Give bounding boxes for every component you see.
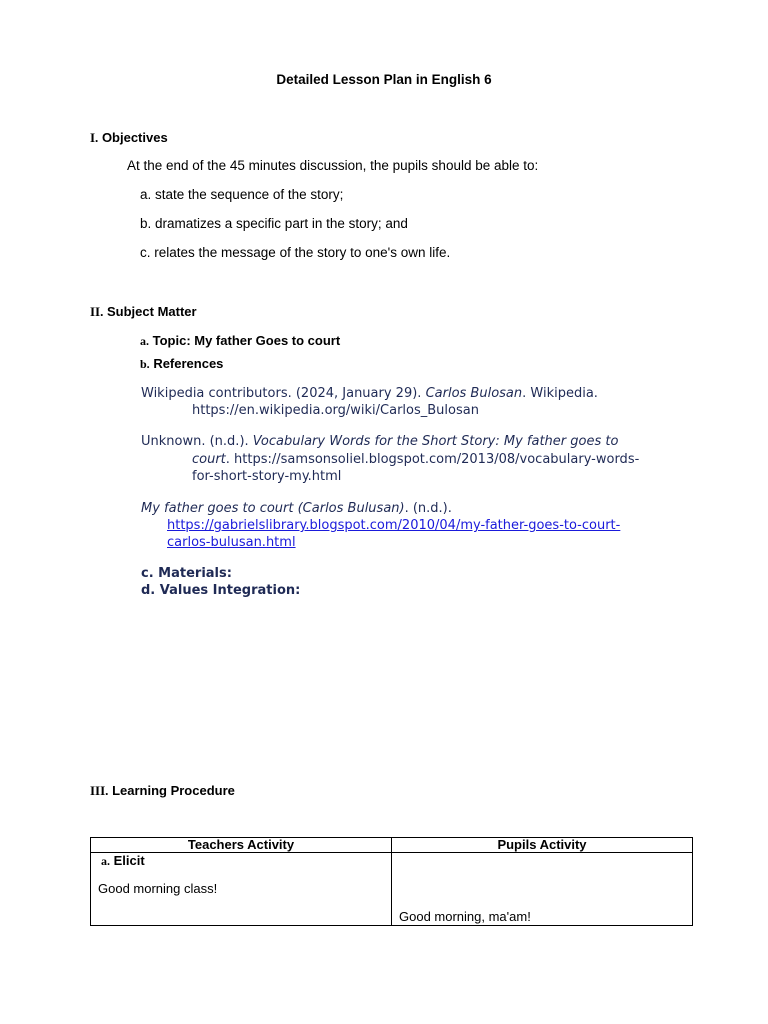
topic-letter: a. [140, 334, 149, 348]
objective-item-b: b. dramatizes a specific part in the story; and [140, 216, 408, 231]
reference-2-url[interactable]: . https://samsonsoliel.blogspot.com/2013/08/vocabulary-words- [225, 452, 640, 467]
pupil-cell [392, 853, 693, 926]
reference-3 [141, 501, 452, 516]
procedure-table [90, 837, 693, 926]
elicit-text: Elicit [113, 853, 145, 868]
values-integration-label: d. Values Integration: [141, 583, 301, 598]
procedure-label: Learning Procedure [112, 783, 235, 798]
objectives-intro: At the end of the 45 minutes discussion, the pupils should be able to: [127, 158, 539, 173]
elicit-letter: a. [101, 854, 110, 868]
objectives-number: I. [90, 130, 99, 145]
objective-item-c: c. relates the message of the story to one's own life. [140, 245, 451, 260]
table-row [91, 853, 693, 926]
procedure-number: III. [90, 783, 109, 798]
reference-1-source: . Wikipedia. [522, 386, 598, 401]
table-header-row [91, 838, 693, 853]
reference-2-title-end: court [192, 452, 226, 467]
reference-1-url[interactable]: https://en.wikipedia.org/wiki/Carlos_Bulosan [192, 403, 479, 418]
reference-1-title: Carlos Bulosan [425, 386, 523, 401]
reference-1-author: Wikipedia contributors. (2024, January 29). [141, 386, 426, 401]
objectives-label: Objectives [101, 130, 168, 145]
teachers-activity-header: Teachers Activity [91, 838, 392, 853]
reference-2-line2 [192, 452, 639, 467]
reference-3-title: My father goes to court (Carlos Bulusan) [141, 501, 405, 516]
objective-item-a: a. state the sequence of the story; [140, 187, 344, 202]
document-title: Detailed Lesson Plan in English 6 [276, 72, 492, 87]
reference-2-url-end[interactable]: for-short-story-my.html [192, 469, 342, 484]
subject-label: Subject Matter [107, 304, 197, 319]
materials-label: c. Materials: [141, 566, 232, 581]
reference-2-author: Unknown. (n.d.). [141, 434, 253, 449]
reference-1 [141, 386, 598, 401]
reference-2 [141, 434, 618, 449]
references-label: References [153, 356, 224, 371]
reference-3-link-end[interactable]: carlos-bulusan.html [167, 535, 296, 550]
reference-2-title: Vocabulary Words for the Short Story: My father goes to [252, 434, 619, 449]
references-letter: b. [140, 357, 150, 371]
subject-number: II. [90, 304, 104, 319]
pupils-activity-header: Pupils Activity [392, 838, 693, 853]
topic-text: Topic: My father Goes to court [152, 333, 341, 348]
pupil-greeting: Good morning, ma'am! [399, 909, 531, 924]
references-line [140, 356, 223, 372]
subject-heading [90, 304, 197, 320]
reference-3-link[interactable]: https://gabrielslibrary.blogspot.com/2010/04/my-father-goes-to-court- [167, 518, 621, 533]
elicit-label [101, 853, 145, 869]
objectives-heading [90, 130, 168, 146]
procedure-heading [90, 783, 235, 799]
reference-3-date: . (n.d.). [404, 501, 452, 516]
teacher-cell [91, 853, 392, 926]
teacher-greeting: Good morning class! [98, 881, 218, 896]
topic-line [140, 333, 340, 349]
